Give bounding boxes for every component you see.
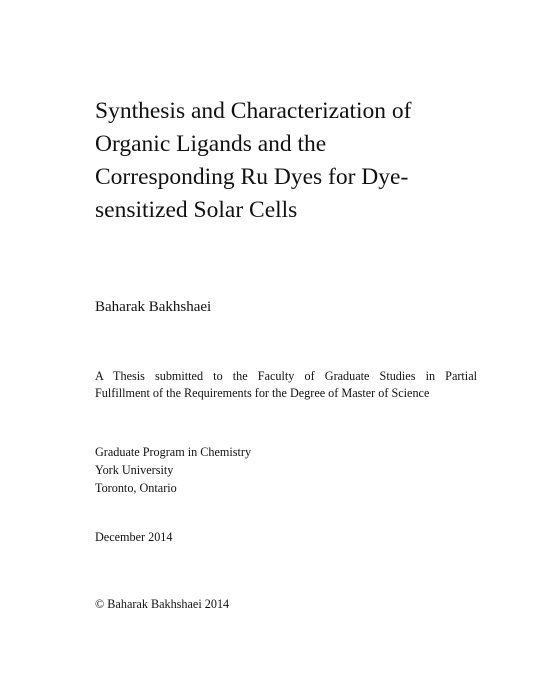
thesis-title — [95, 95, 475, 227]
author-name: Baharak Bakhshaei — [95, 299, 212, 315]
location: Toronto, Ontario — [95, 481, 177, 495]
university-name: York University — [95, 463, 174, 477]
thesis-title-line: Corresponding Ru Dyes for Dye- — [95, 164, 409, 190]
program-affiliation — [95, 443, 251, 497]
thesis-statement — [95, 368, 477, 402]
thesis-statement-line: A Thesis submitted to the Faculty of Graduate Studies in Partial — [95, 369, 477, 383]
thesis-title-line: Organic Ligands and the — [95, 131, 327, 157]
submission-date: December 2014 — [95, 530, 173, 544]
program-name: Graduate Program in Chemistry — [95, 445, 252, 459]
thesis-title-line: Synthesis and Characterization of — [95, 98, 412, 124]
thesis-title-line: sensitized Solar Cells — [95, 197, 298, 223]
thesis-statement-line: Fulfillment of the Requirements for the Degree of Master of Science — [95, 386, 430, 400]
copyright-notice: © Baharak Bakhshaei 2014 — [95, 597, 230, 611]
